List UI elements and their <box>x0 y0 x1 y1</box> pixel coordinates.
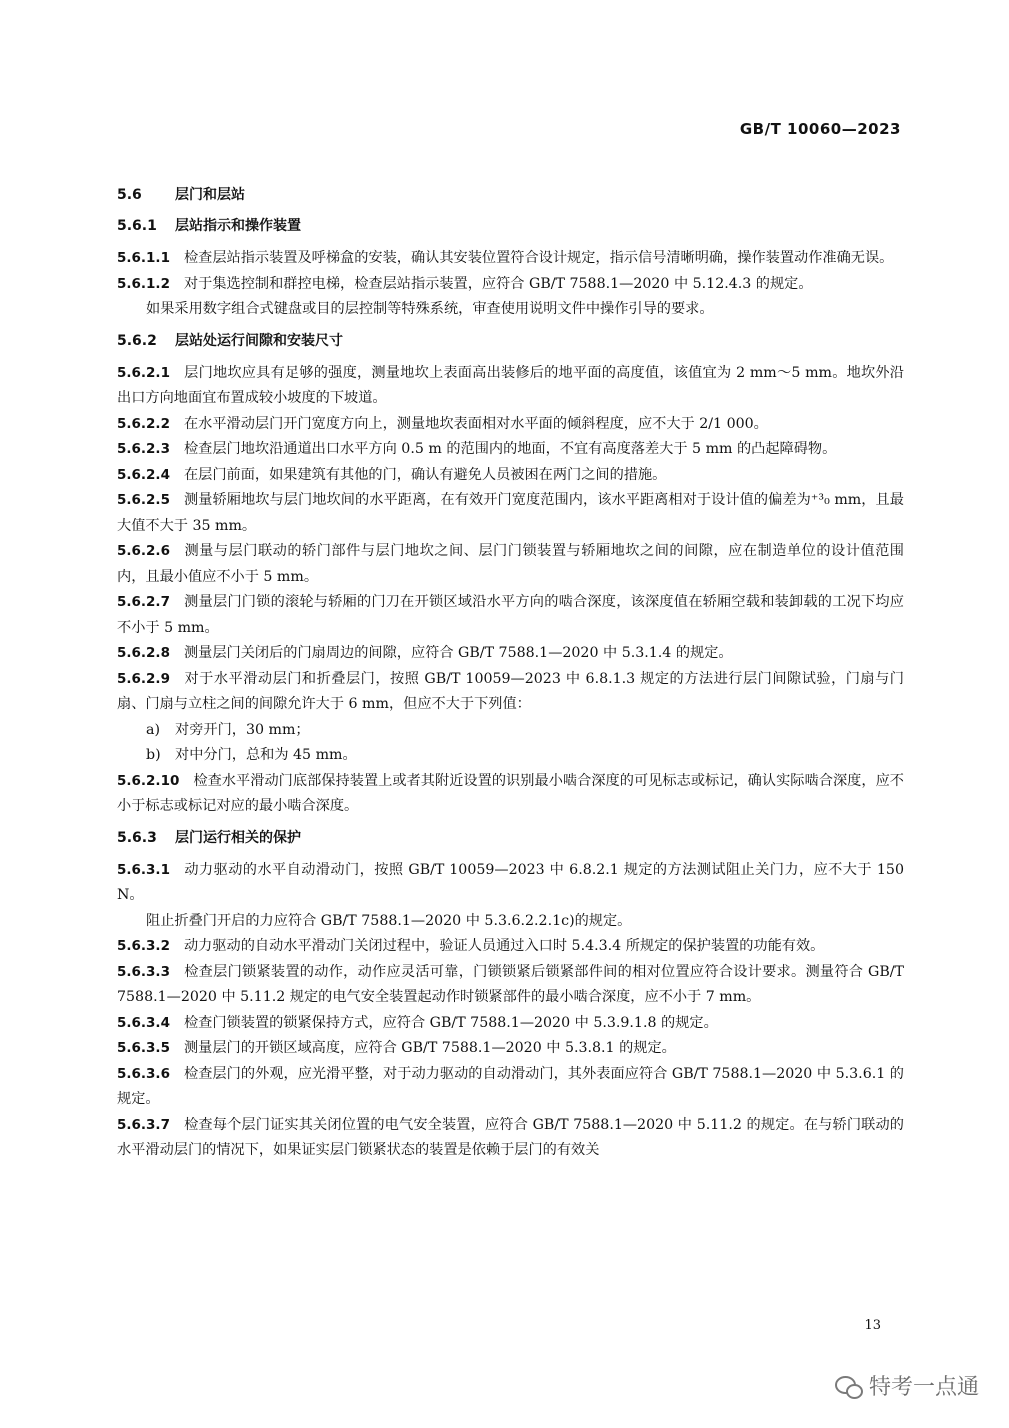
clause-number: 5.6.2.1 <box>117 364 170 381</box>
section-heading <box>117 330 904 353</box>
clause-text: 检查门锁装置的锁紧保持方式，应符合 GB/T 7588.1—2020 中 5.3.9.1.8 的规定。 <box>183 1014 718 1031</box>
clause-number: 5.6.3.7 <box>117 1116 170 1133</box>
clause-text: 在层门前面，如果建筑有其他的门，确认有避免人员被困在两门之间的措施。 <box>183 466 667 483</box>
list-item-text: 对中分门，总和为 45 mm。 <box>175 747 357 763</box>
section-title: 层门和层站 <box>175 187 245 203</box>
clause-paragraph <box>117 412 904 438</box>
clause-number: 5.6.2.3 <box>117 441 170 457</box>
clause-text: 测量与层门联动的轿门部件与层门地坎之间、层门门锁装置与轿厢地坎之间的间隙，应在制造单位的设计值范围内，且最小值应不小于 5 mm。 <box>117 543 904 585</box>
clause-paragraph <box>117 1011 904 1037</box>
continuation-paragraph: 如果采用数字组合式键盘或目的层控制等特殊系统，审查使用说明文件中操作引导的要求。 <box>146 301 714 317</box>
clause-number: 5.6.2.5 <box>117 492 170 508</box>
clause-number: 5.6.3.5 <box>117 1040 170 1056</box>
clause-text: 检查层门的外观，应光滑平整，对于动力驱动的自动滑动门，其外表面应符合 GB/T 7588.1—2020 中 5.3.6.1 的规定。 <box>117 1065 904 1107</box>
section-title: 层站处运行间隙和安装尺寸 <box>175 332 343 349</box>
clause-paragraph <box>117 1062 904 1113</box>
clause-text: 检查层门锁紧装置的动作，动作应灵活可靠，门锁锁紧后锁紧部件间的相对位置应符合设计要求。测量符合 GB/T 7588.1—2020 中 5.11.2 规定的电气安全装置起动作时锁紧部件的最小啮合深度，应不小于 7 mm。 <box>117 963 904 1005</box>
clause-text: 测量层门门锁的滚轮与轿厢的门刀在开锁区域沿水平方向的啮合深度，该深度值在轿厢空载和装卸载的工况下均应不小于 5 mm。 <box>117 594 904 636</box>
clause-number: 5.6.3.2 <box>117 938 170 954</box>
clause-paragraph <box>117 361 904 412</box>
wechat-icon <box>835 1374 863 1398</box>
section-number: 5.6.3 <box>117 829 157 846</box>
clause-paragraph <box>117 246 904 272</box>
clause-text: 测量轿厢地坎与层门地坎间的水平距离，在有效开门宽度范围内，该水平距离相对于设计值的偏差为⁺³₀ mm，且最大值不大于 35 mm。 <box>117 492 904 534</box>
clause-number: 5.6.3.1 <box>117 861 170 878</box>
clause-paragraph <box>117 667 904 718</box>
clause-number: 5.6.2.4 <box>117 466 170 483</box>
clause-number: 5.6.3.6 <box>117 1065 170 1082</box>
clause-number: 5.6.1.1 <box>117 250 170 266</box>
clause-text: 测量层门关闭后的门扇周边的间隙，应符合 GB/T 7588.1—2020 中 5.3.1.4 的规定。 <box>183 645 733 661</box>
section-number: 5.6.1 <box>117 218 157 234</box>
clause-number: 5.6.2.7 <box>117 594 170 610</box>
clause-paragraph <box>117 641 904 667</box>
clause-paragraph <box>117 858 904 909</box>
list-item <box>117 718 904 744</box>
standard-code: GB/T 10060—2023 <box>739 120 901 138</box>
clause-paragraph <box>117 960 904 1011</box>
list-item <box>117 743 904 769</box>
clause-text: 检查水平滑动门底部保持装置上或者其附近设置的识别最小啮合深度的可见标志或标记，确认实际啮合深度，应不小于标志或标记对应的最小啮合深度。 <box>117 772 904 814</box>
section-title: 层门运行相关的保护 <box>175 829 301 846</box>
clause-number: 5.6.2.6 <box>117 543 170 559</box>
section-title: 层站指示和操作装置 <box>175 218 301 234</box>
section-number: 5.6.2 <box>117 332 157 349</box>
clause-number: 5.6.2.10 <box>117 772 180 789</box>
clause-paragraph <box>117 488 904 539</box>
clause-text: 在水平滑动层门开门宽度方向上，测量地坎表面相对水平面的倾斜程度，应不大于 2/1 000。 <box>183 415 768 432</box>
clause-paragraph <box>117 769 904 820</box>
clause-number: 5.6.2.2 <box>117 415 170 432</box>
clause-text: 测量层门的开锁区域高度，应符合 GB/T 7588.1—2020 中 5.3.8.1 的规定。 <box>183 1040 676 1056</box>
clause-paragraph <box>117 539 904 590</box>
clause-paragraph <box>117 437 904 463</box>
document-body <box>117 177 904 1164</box>
clause-number: 5.6.1.2 <box>117 275 170 292</box>
page-number: 13 <box>864 1318 881 1333</box>
clause-paragraph <box>117 1036 904 1062</box>
clause-paragraph <box>117 1113 904 1164</box>
clause-number: 5.6.3.4 <box>117 1014 170 1031</box>
clause-paragraph <box>117 272 904 298</box>
clause-text: 检查层门地坎沿通道出口水平方向 0.5 m 的范围内的地面，不宜有高度落差大于 5 mm 的凸起障碍物。 <box>183 441 837 457</box>
section-heading <box>117 215 904 238</box>
clause-number: 5.6.2.8 <box>117 645 170 661</box>
list-item-text: 对旁开门，30 mm； <box>175 721 310 738</box>
list-marker: a) <box>146 721 160 738</box>
list-marker: b) <box>146 747 161 763</box>
clause-text: 对于水平滑动层门和折叠层门，按照 GB/T 10059—2023 中 6.8.1.3 规定的方法进行层门间隙试验，门扇与门扇、门扇与立柱之间的间隙允许大于 6 mm，但应不大于下列值： <box>117 670 904 712</box>
clause-text: 对于集选控制和群控电梯，检查层站指示装置，应符合 GB/T 7588.1—2020 中 5.12.4.3 的规定。 <box>183 275 813 292</box>
clause-text: 动力驱动的水平自动滑动门，按照 GB/T 10059—2023 中 6.8.2.1 规定的方法测试阻止关门力，应不大于 150 N。 <box>117 861 904 903</box>
clause-text: 检查每个层门证实其关闭位置的电气安全装置，应符合 GB/T 7588.1—2020 中 5.11.2 的规定。在与轿门联动的水平滑动层门的情况下，如果证实层门锁紧状态的装置是依赖于层门的有效关 <box>117 1116 904 1158</box>
clause-text: 检查层站指示装置及呼梯盒的安装，确认其安装位置符合设计规定，指示信号清晰明确，操作装置动作准确无误。 <box>183 250 894 266</box>
clause-paragraph <box>117 590 904 641</box>
clause-text: 层门地坎应具有足够的强度，测量地坎上表面高出装修后的地平面的高度值，该值宜为 2 mm～5 mm。地坎外沿出口方向地面宜布置成较小坡度的下坡道。 <box>117 364 904 406</box>
continuation-paragraph: 阻止折叠门开启的力应符合 GB/T 7588.1—2020 中 5.3.6.2.2.1c)的规定。 <box>146 912 632 929</box>
watermark-text: 特考一点通 <box>868 1375 979 1400</box>
clause-number: 5.6.2.9 <box>117 670 170 687</box>
clause-number: 5.6.3.3 <box>117 963 170 980</box>
section-heading <box>117 184 904 207</box>
section-number: 5.6 <box>117 187 142 203</box>
clause-text: 动力驱动的自动水平滑动门关闭过程中，验证人员通过入口时 5.4.3.4 所规定的保护装置的功能有效。 <box>183 938 825 954</box>
clause-paragraph <box>117 934 904 960</box>
clause-paragraph <box>117 463 904 489</box>
section-heading <box>117 827 904 850</box>
watermark <box>835 1370 979 1401</box>
